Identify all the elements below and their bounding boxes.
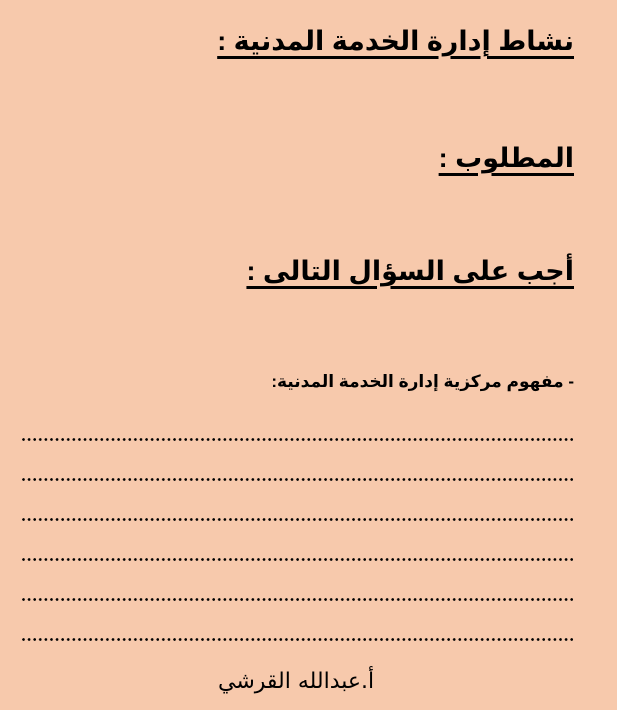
answer-lines (22, 425, 574, 625)
answer-line-6 (22, 638, 574, 641)
question-text: - مفهوم مركزية إدارة الخدمة المدنية: (271, 372, 574, 391)
answer-line-3 (22, 518, 574, 521)
answer-line-5 (22, 598, 574, 601)
worksheet-title: نشاط إدارة الخدمة المدنية : (217, 26, 574, 56)
required-heading: المطلوب : (438, 143, 574, 173)
instruction-heading: أجب على السؤال التالى : (246, 256, 574, 286)
answer-line-4 (22, 558, 574, 561)
answer-line-2 (22, 478, 574, 481)
teacher-signature: أ.عبدالله القرشي (218, 669, 375, 694)
answer-line-1 (22, 438, 574, 441)
